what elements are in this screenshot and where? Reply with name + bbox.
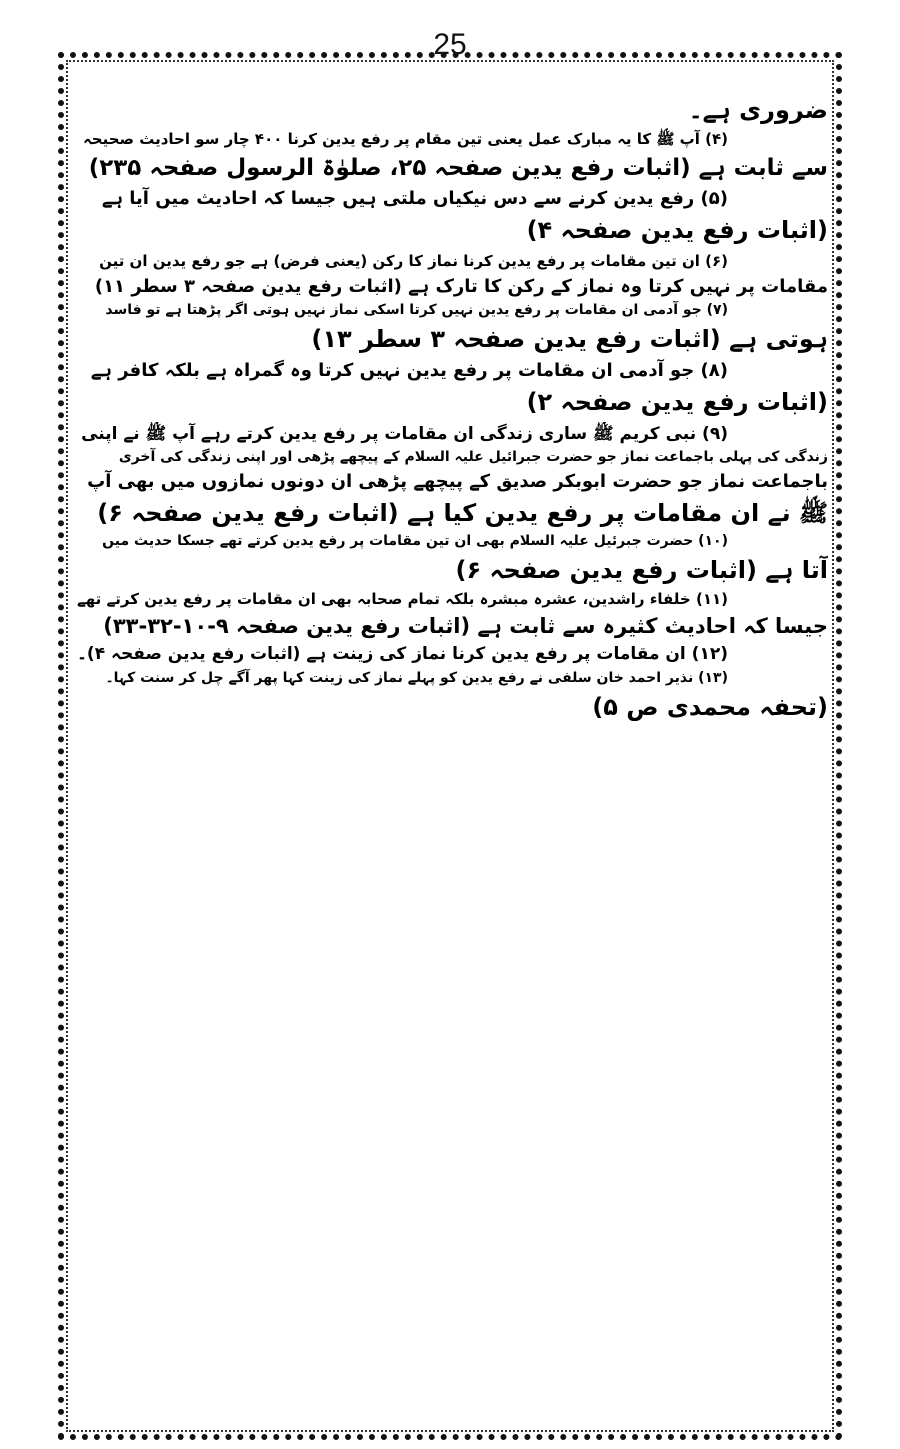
text-line: (۵) رفع یدین کرنے سے دس نیکیاں ملتی ہیں جیسا کہ احادیث میں آیا ہے <box>101 188 728 209</box>
text-line: (۱۳) نذیر احمد خان سلفی نے رفع یدین کو پہلے نماز کی زینت کہا پھر آگے چل کر سنت کہا۔ <box>105 669 728 686</box>
text-line: (۶) ان تین مقامات پر رفع یدین کرنا نماز کا رکن (یعنی فرض) ہے جو رفع یدین ان تین <box>99 252 728 270</box>
text-line: آتا ہے (اثبات رفع یدین صفحہ ۶) <box>455 556 828 584</box>
text-line: ﷺ نے ان مقامات پر رفع یدین کیا ہے (اثبات رفع یدین صفحہ ۶) <box>97 499 828 527</box>
text-line: (۱۰) حضرت جبرئیل علیہ السلام بھی ان تین مقامات پر رفع یدین کرتے تھے جسکا حدیث میں <box>102 533 728 549</box>
text-line: (تحفہ محمدی ص ۵) <box>592 692 828 721</box>
text-line: مقامات پر نہیں کرتا وہ نماز کے رکن کا تارک ہے (اثبات رفع یدین صفحہ ۳ سطر ۱۱) <box>94 275 828 297</box>
text-line: (۱۱) خلفاء راشدین، عشرہ مبشرہ بلکہ تمام صحابہ بھی ان مقامات پر رفع یدین کرتے تھے <box>76 590 728 608</box>
text-line: (۱۲) ان مقامات پر رفع یدین کرنا نماز کی زینت ہے (اثبات رفع یدین صفحہ ۴)۔ <box>76 644 728 664</box>
text-line: جیسا کہ احادیث کثیرہ سے ثابت ہے (اثبات رفع یدین صفحہ ۹-۱۰-۳۲-۳۳) <box>103 613 828 638</box>
text-line: (۴) آپ ﷺ کا یہ مبارک عمل یعنی تین مقام پر رفع یدین کرنا ۴۰۰ چار سو احادیث صحیحہ <box>82 130 728 148</box>
page-text <box>72 92 828 1422</box>
text-line: زندگی کی پہلی باجماعت نماز جو حضرت جبرائیل علیہ السلام کے پیچھے پڑھی اور اپنی زندگی کی آخری <box>118 449 828 465</box>
page-number: 25 <box>433 28 467 61</box>
text-line: (۹) نبی کریم ﷺ ساری زندگی ان مقامات پر رفع یدین کرتے رہے آپ ﷺ نے اپنی <box>81 423 728 444</box>
text-line: باجماعت نماز جو حضرت ابوبکر صدیق کے پیچھے پڑھی ان دونوں نمازوں میں بھی آپ <box>87 471 828 492</box>
text-line: ضروری ہے۔ <box>688 96 828 124</box>
text-line: سے ثابت ہے (اثبات رفع یدین صفحہ ۲۵، صلوٰۃ الرسول صفحہ ۲۳۵) <box>88 154 828 181</box>
text-line: (۸) جو آدمی ان مقامات پر رفع یدین نہیں کرتا وہ گمراہ ہے بلکہ کافر ہے <box>90 359 728 381</box>
text-line: ہوتی ہے (اثبات رفع یدین صفحہ ۳ سطر ۱۳) <box>311 324 828 353</box>
text-line: (اثبات رفع یدین صفحہ ۴) <box>526 216 828 244</box>
text-line: (۷) جو آدمی ان مقامات پر رفع یدین نہیں کرتا اسکی نماز نہیں ہوتی اگر پڑھتا ہے تو فاسد <box>105 301 728 318</box>
text-line: (اثبات رفع یدین صفحہ ۲) <box>526 387 828 416</box>
